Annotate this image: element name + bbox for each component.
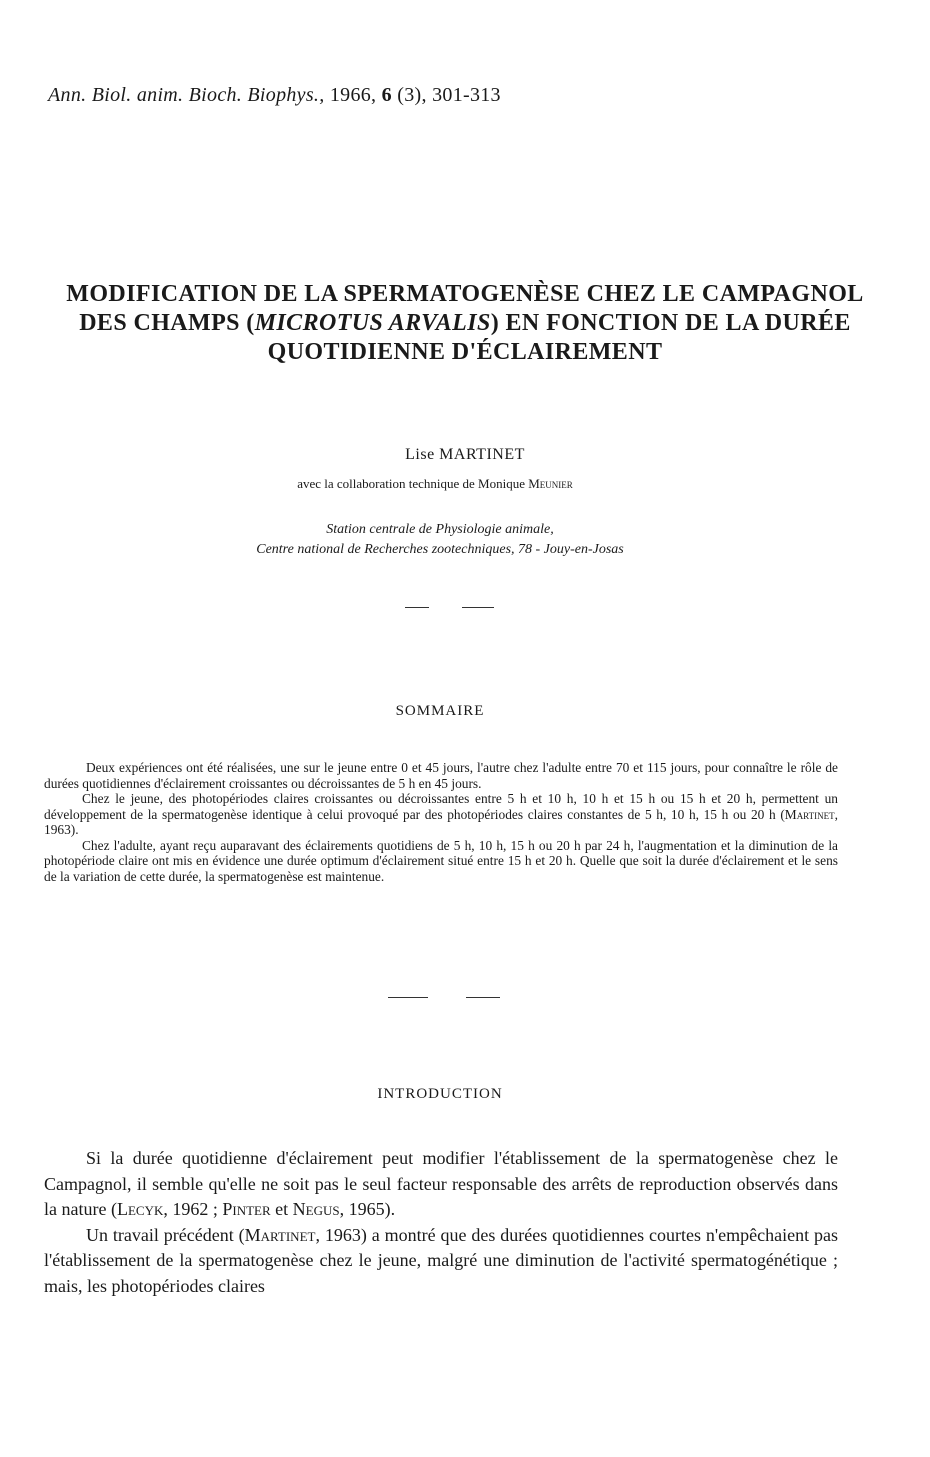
affiliation-line-1: Station centrale de Physiologie animale, bbox=[326, 522, 554, 537]
introduction-heading: INTRODUCTION bbox=[377, 1086, 503, 1102]
divider-right-1 bbox=[462, 607, 494, 608]
author-name: Lise MARTINET bbox=[405, 446, 525, 463]
intro-paragraph-1 bbox=[44, 1146, 838, 1223]
intro-paragraph-2 bbox=[44, 1223, 838, 1300]
intro-p1-text-a: Si la durée quotidienne d'éclairement peut modifier l'établissement de la spermatogenèse chez le Campagnol, il semble qu'elle ne soit pas le seul facteur responsable des arrêts de reproduction observés dans la nature ( bbox=[44, 1148, 838, 1219]
divider-right-2 bbox=[466, 997, 500, 998]
citation-martinet-intro: Martinet bbox=[244, 1224, 316, 1245]
title-part-2: ) EN FONCTION DE LA DURÉE QUOTIDIENNE D'ÉCLAIREMENT bbox=[267, 310, 851, 365]
paper-title bbox=[60, 280, 870, 367]
divider-left-2 bbox=[388, 997, 428, 998]
title-species: MICROTUS ARVALIS bbox=[254, 310, 491, 336]
abstract-paragraph-3: Chez l'adulte, ayant reçu auparavant des éclairements quotidiens de 5 h, 10 h, 15 h ou 20 h par 24 h, l'augmentation et la diminution de la photopériode claire ont mis en évidence une durée optimum d'éclairement situé entre 15 h et 20 h. Quelle que soit la durée d'éclairement et le sens de la variation de cette durée, la spermatogenèse est maintenue. bbox=[44, 837, 838, 884]
divider-left-1 bbox=[405, 607, 429, 608]
intro-p1-text-d: , 1965). bbox=[339, 1199, 396, 1219]
citation-negus: Negus bbox=[292, 1199, 340, 1219]
journal-reference bbox=[48, 84, 501, 107]
journal-name: Ann. Biol. anim. Bioch. Biophys., bbox=[48, 84, 325, 106]
journal-year: 1966, bbox=[329, 84, 377, 106]
intro-p2-text-a: Un travail précédent ( bbox=[86, 1224, 245, 1245]
citation-lecyk: Lecyk bbox=[116, 1199, 164, 1219]
sommaire-heading: SOMMAIRE bbox=[395, 703, 485, 719]
introduction-body bbox=[44, 1146, 838, 1299]
journal-volume: 6 bbox=[381, 84, 392, 106]
collaboration-prefix: avec la collaboration technique de Monique bbox=[297, 476, 529, 491]
abstract-p2-text-a: Chez le jeune, des photopériodes claires croissantes ou décroissantes entre 5 h et 10 h, 10 h et 15 h ou 15 h et 20 h, permettent un développement de la spermatogenèse identique à celui provoqué par des photopériodes claires constantes de 5 h, 10 h, 15 h ou 20 h ( bbox=[44, 791, 838, 822]
collaborator-name: Meunier bbox=[528, 476, 573, 491]
abstract-paragraph-2 bbox=[44, 791, 838, 838]
intro-p2-text-b: , 1963) a montré que des durées quotidiennes courtes n'empêchaient pas l'établissement de la spermatogenèse chez le jeune, malgré une diminution de l'activité spermatogénétique ; mais, les photopériodes claires bbox=[44, 1224, 839, 1296]
technical-collaboration bbox=[0, 476, 870, 492]
citation-pinter: Pinter bbox=[222, 1199, 271, 1219]
affiliation-line-2: Centre national de Recherches zootechniques, 78 - Jouy-en-Josas bbox=[256, 542, 624, 557]
intro-p1-text-c: et bbox=[270, 1199, 293, 1219]
title-part-1: MODIFICATION DE LA SPERMATOGENÈSE CHEZ LE CAMPAGNOL DES CHAMPS ( bbox=[66, 281, 864, 336]
citation-martinet: Martinet bbox=[784, 806, 835, 822]
journal-issue-pages: (3), 301-313 bbox=[397, 84, 501, 106]
abstract bbox=[44, 760, 838, 884]
affiliation bbox=[0, 520, 880, 560]
abstract-paragraph-1: Deux expériences ont été réalisées, une sur le jeune entre 0 et 45 jours, l'autre chez l'adulte entre 70 et 115 jours, pour connaître le rôle de durées quotidiennes d'éclairement croissantes ou décroissantes de 5 h en 45 jours. bbox=[44, 760, 838, 791]
intro-p1-text-b: , 1962 ; bbox=[163, 1199, 223, 1219]
abstract-p2-text-b: , 1963). bbox=[44, 806, 838, 837]
